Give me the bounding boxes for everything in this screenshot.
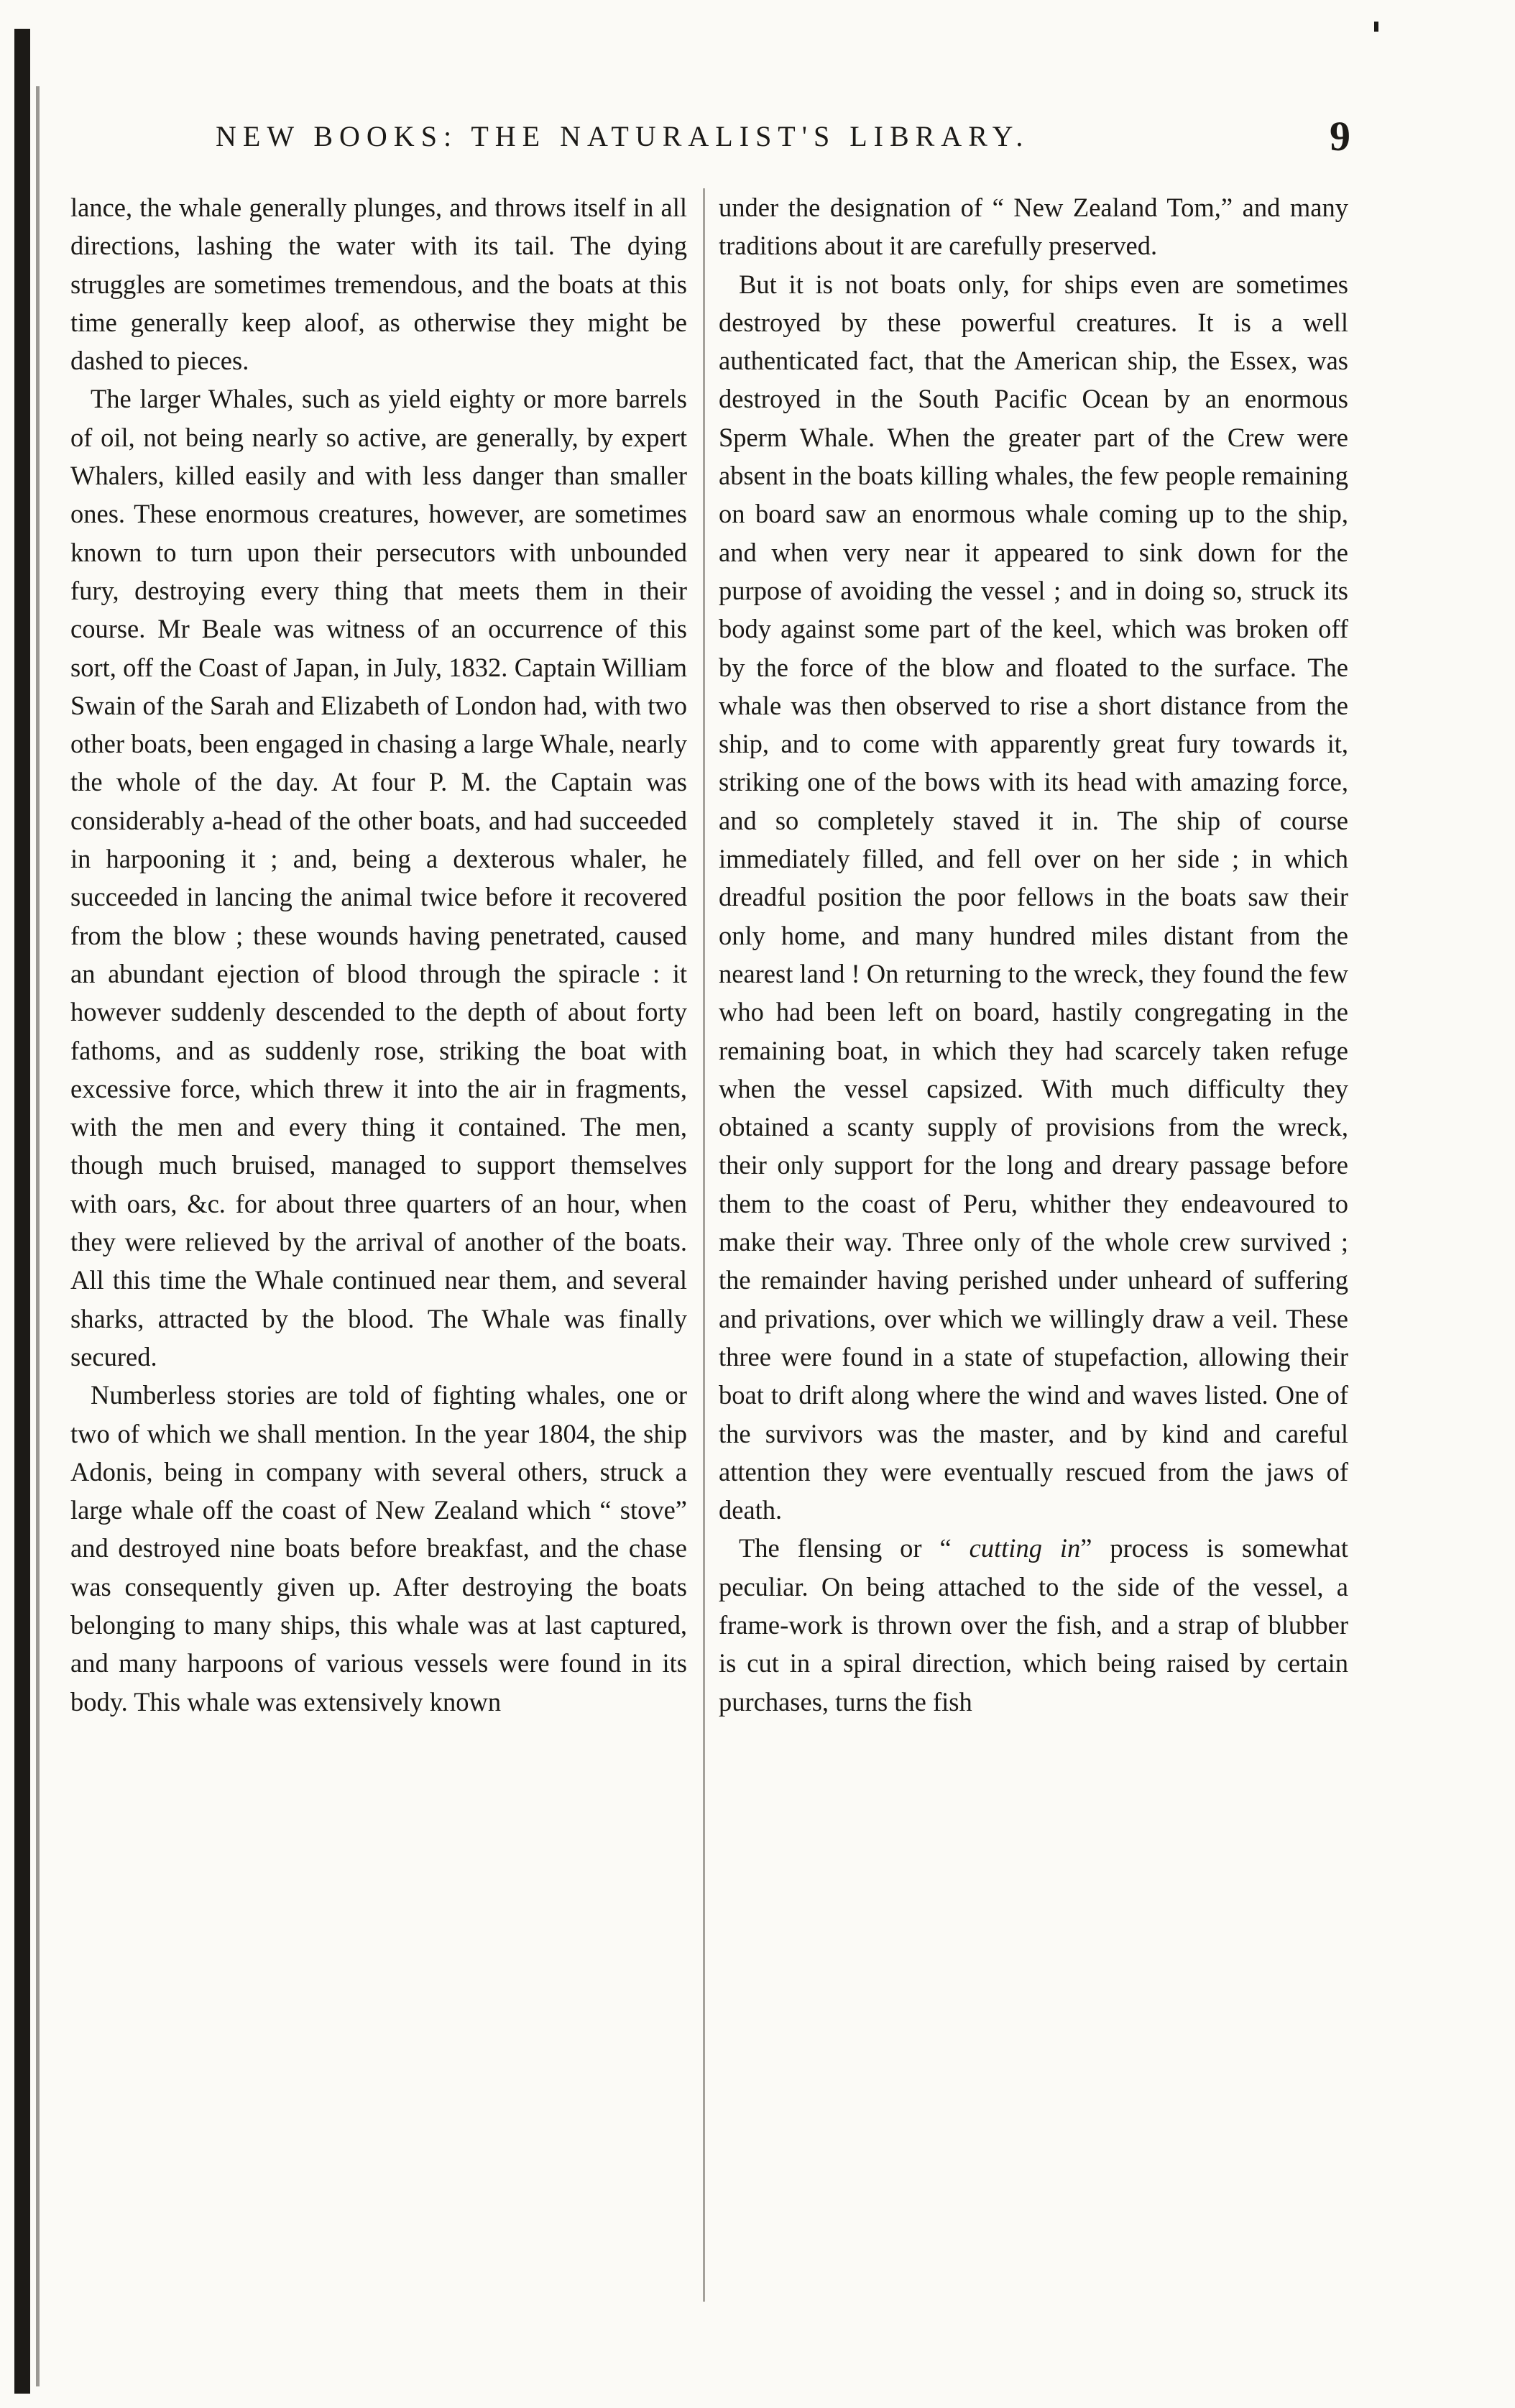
left-column <box>70 188 687 1721</box>
paragraph: under the designation of “ New Zealand Tom,” and many traditions about it are carefully preserved. <box>719 193 1348 261</box>
paragraph: Numberless stories are told of fighting whales, one or two of which we shall mention. In the year 1804, the ship Adonis, being in company with several others, struck a large whale off the coast of New Zealand which “ stove” and destroyed nine boats before breakfast, and the chase was consequently given up. After destroying the boats belonging to many ships, this whale was at last captured, and many harpoons of various vessels were found in its body. This whale was extensively known <box>70 1380 687 1717</box>
binding-shadow <box>36 86 40 2386</box>
paragraph: The larger Whales, such as yield eighty or more barrels of oil, not being nearly so active, are generally, by expert Whalers, killed easily and with less danger than smaller ones. These enormous creatures, however, are sometimes known to turn upon their persecutors with unbounded fury, destroying every thing that meets them in their course. Mr Beale was witness of an occurrence of this sort, off the Coast of Japan, in July, 1832. Captain William Swain of the Sarah and Elizabeth of London had, with two other boats, been engaged in chasing a large Whale, nearly the whole of the day. At four P. M. the Captain was considerably a-head of the other boats, and had succeeded in harpooning it ; and, being a dexterous whaler, he succeeded in lancing the animal twice before it recovered from the blow ; these wounds having penetrated, caused an abundant ejection of blood through the spiracle : it however suddenly descended to the depth of about forty fathoms, and as suddenly rose, striking the boat with excessive force, which threw it into the air in fragments, with the men and every thing it contained. The men, though much bruised, managed to support themselves with oars, &c. for about three quarters of an hour, when they were relieved by the arrival of another of the boats. All this time the Whale continued near them, and several sharks, attracted by the blood. The Whale was finally secured. <box>70 384 687 1371</box>
running-title: NEW BOOKS: THE NATURALIST'S LIBRARY. <box>216 120 1030 152</box>
page-number: 9 <box>1330 113 1350 160</box>
text-run: ” process is somewhat peculiar. On being attached to the side of the vessel, a frame-work is thrown over the fish, and a strap of blubber is cut in a spiral direction, which being raised by certain purchases, turns the fish <box>719 1533 1348 1717</box>
paragraph <box>719 1529 1348 1720</box>
paragraph: But it is not boats only, for ships even are sometimes destroyed by these powerful creatures. It is a well authenticated fact, that the American ship, the Essex, was destroyed in the South Pacific Ocean by an enormous Sperm Whale. When the greater part of the Crew were absent in the boats killing whales, the few people remaining on board saw an enormous whale coming up to the ship, and when very near it appeared to sink down for the purpose of avoiding the vessel ; and in doing so, struck its body against some part of the keel, which was broken off by the force of the blow and floated to the surface. The whale was then observed to rise a short distance from the ship, and to come with apparently great fury towards it, striking one of the bows with its head with amazing force, and so completely staved it in. The ship of course immediately filled, and fell over on her side ; in which dreadful position the poor fellows in the boats saw their only home, and many hundred miles distant from the nearest land ! On returning to the wreck, they found the few who had been left on board, hastily congregating in the remaining boat, in which they had scarcely taken refuge when the vessel capsized. With much difficulty they obtained a scanty supply of provisions from the wreck, their only support for the long and dreary passage before them to the coast of Peru, whither they endeavoured to make their way. Three only of the whole crew survived ; the remainder having perished under unheard of suffering and privations, over which we willingly draw a veil. These three were found in a state of stupefaction, allowing their boat to drift along where the wind and waves listed. One of the survivors was the master, and by kind and careful attention they were eventually rescued from the jaws of death. <box>719 269 1348 1525</box>
column-rule <box>703 188 705 2302</box>
text-run: The flensing or “ <box>739 1533 970 1563</box>
binding-edge <box>14 29 30 2394</box>
italic-term: cutting in <box>969 1533 1081 1563</box>
paragraph: lance, the whale generally plunges, and throws itself in all directions, lashing the water with its tail. The dying struggles are sometimes tremendous, and the boats at this time generally keep aloof, as otherwise they might be dashed to pieces. <box>70 193 687 376</box>
ink-speck <box>1374 22 1378 32</box>
running-head <box>0 115 1515 158</box>
right-column <box>719 188 1348 1721</box>
